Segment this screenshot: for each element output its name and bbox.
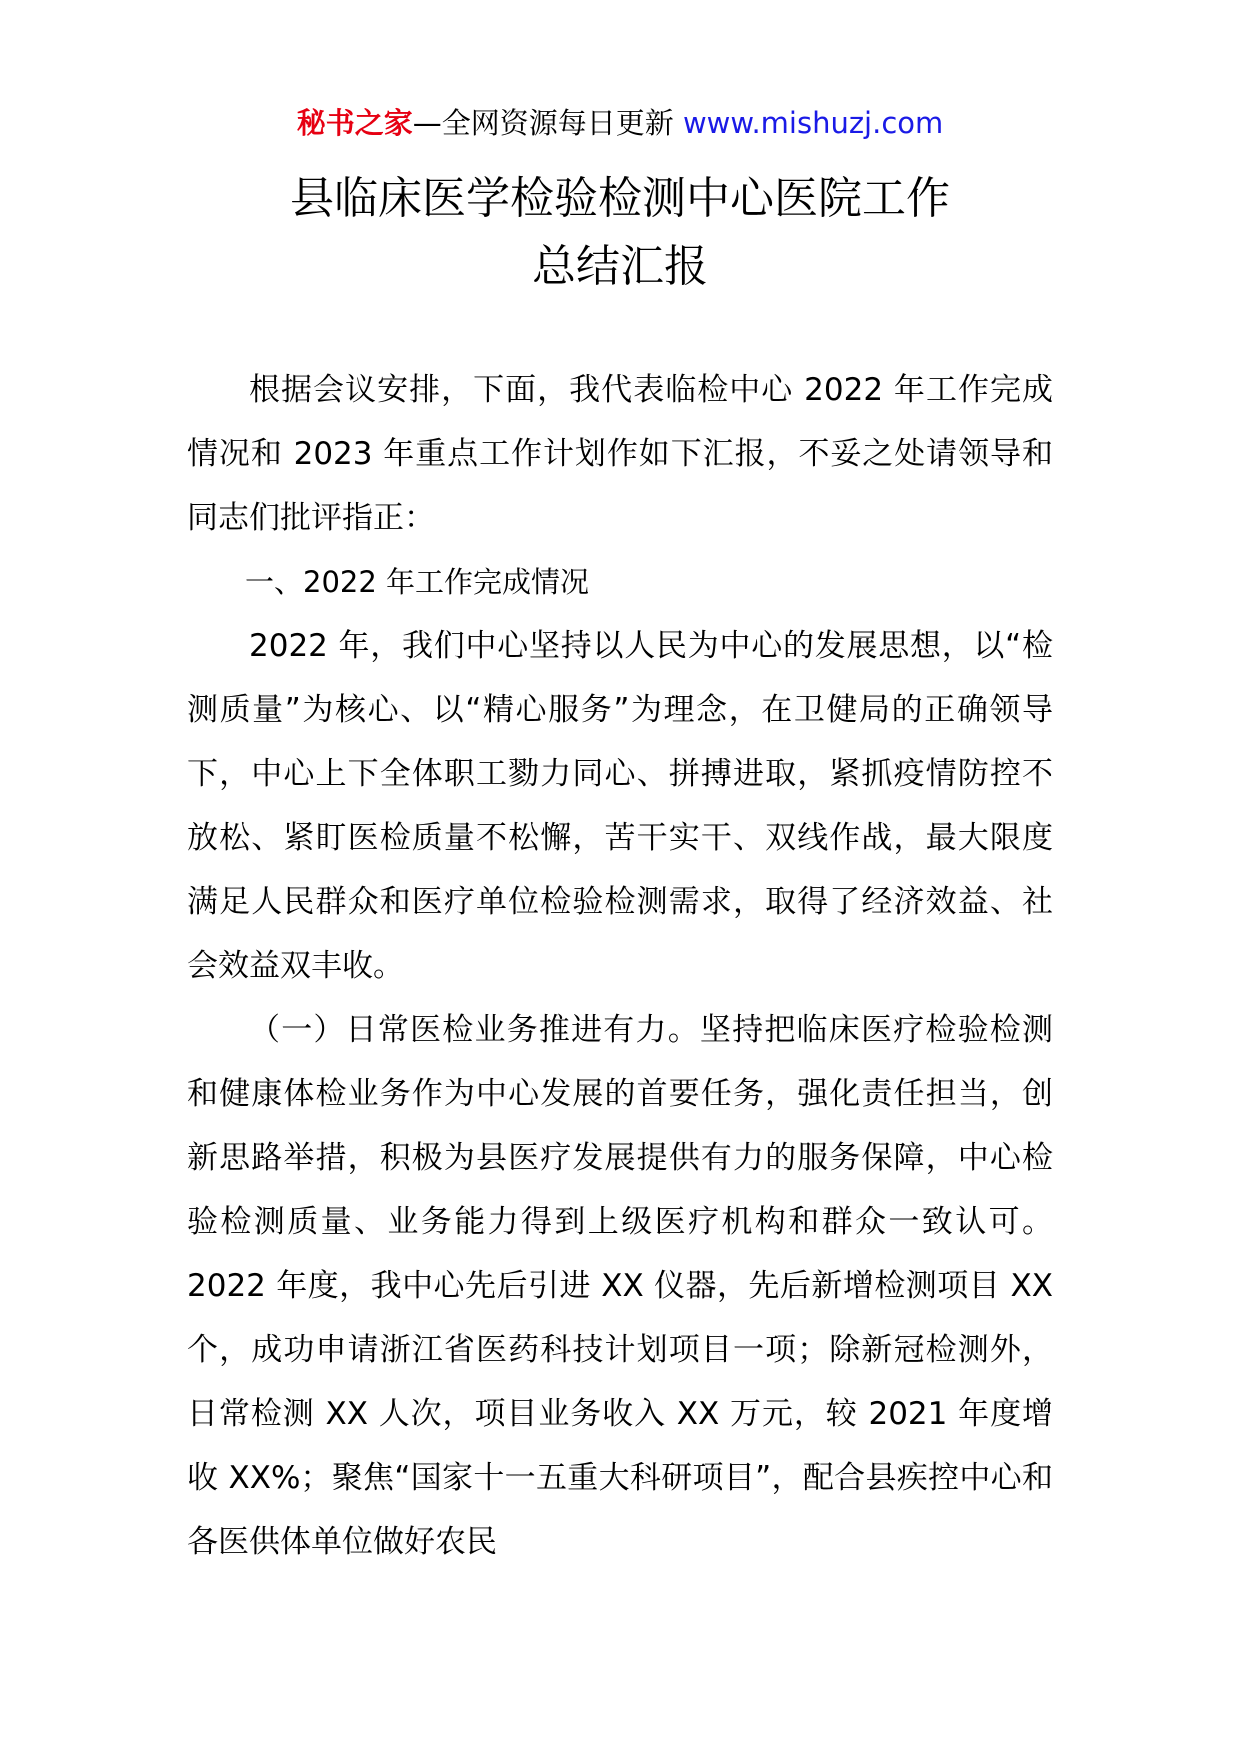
document-title-line-2: 总结汇报 xyxy=(532,241,708,292)
document-body xyxy=(187,358,1053,1574)
body-paragraph: 2022 年，我们中心坚持以人民为中心的发展思想，以“检测质量”为核心、以“精心服务”为理念，在卫健局的正确领导下，中心上下全体职工勠力同心、拼搏进取，紧抓疫情防控不放松、紧盯医检质量不松懈，苦干实干、双线作战，最大限度满足人民群众和医疗单位检验检测需求，取得了经济效益、社会效益双丰收。 xyxy=(187,628,1053,984)
brand-name: 秘书之家 xyxy=(296,106,413,140)
site-url: www.mishuzj.com xyxy=(682,106,944,140)
document-title-line-1: 县临床医学检验检测中心医院工作 xyxy=(290,173,950,224)
brand-slogan: —全网资源每日更新 xyxy=(412,106,683,140)
intro-paragraph: 根据会议安排，下面，我代表临检中心 2022 年工作完成情况和 2023 年重点工作计划作如下汇报，不妥之处请领导和同志们批评指正： xyxy=(187,372,1053,536)
watermark-header xyxy=(0,103,1240,143)
section-heading: 一、2022 年工作完成情况 xyxy=(245,565,590,599)
document-title xyxy=(0,165,1240,301)
body-paragraph: （一）日常医检业务推进有力。坚持把临床医疗检验检测和健康体检业务作为中心发展的首要任务，强化责任担当，创新思路举措，积极为县医疗发展提供有力的服务保障，中心检验检测质量、业务能力得到上级医疗机构和群众一致认可。2022 年度，我中心先后引进 XX 仪器，先后新增检测项目 XX 个，成功申请浙江省医药科技计划项目一项；除新冠检测外，日常检测 XX 人次，项目业务收入 XX 万元，较 2021 年度增收 XX%；聚焦“国家十一五重大科研项目”，配合县疾控中心和各医供体单位做好农民 xyxy=(187,1012,1053,1560)
